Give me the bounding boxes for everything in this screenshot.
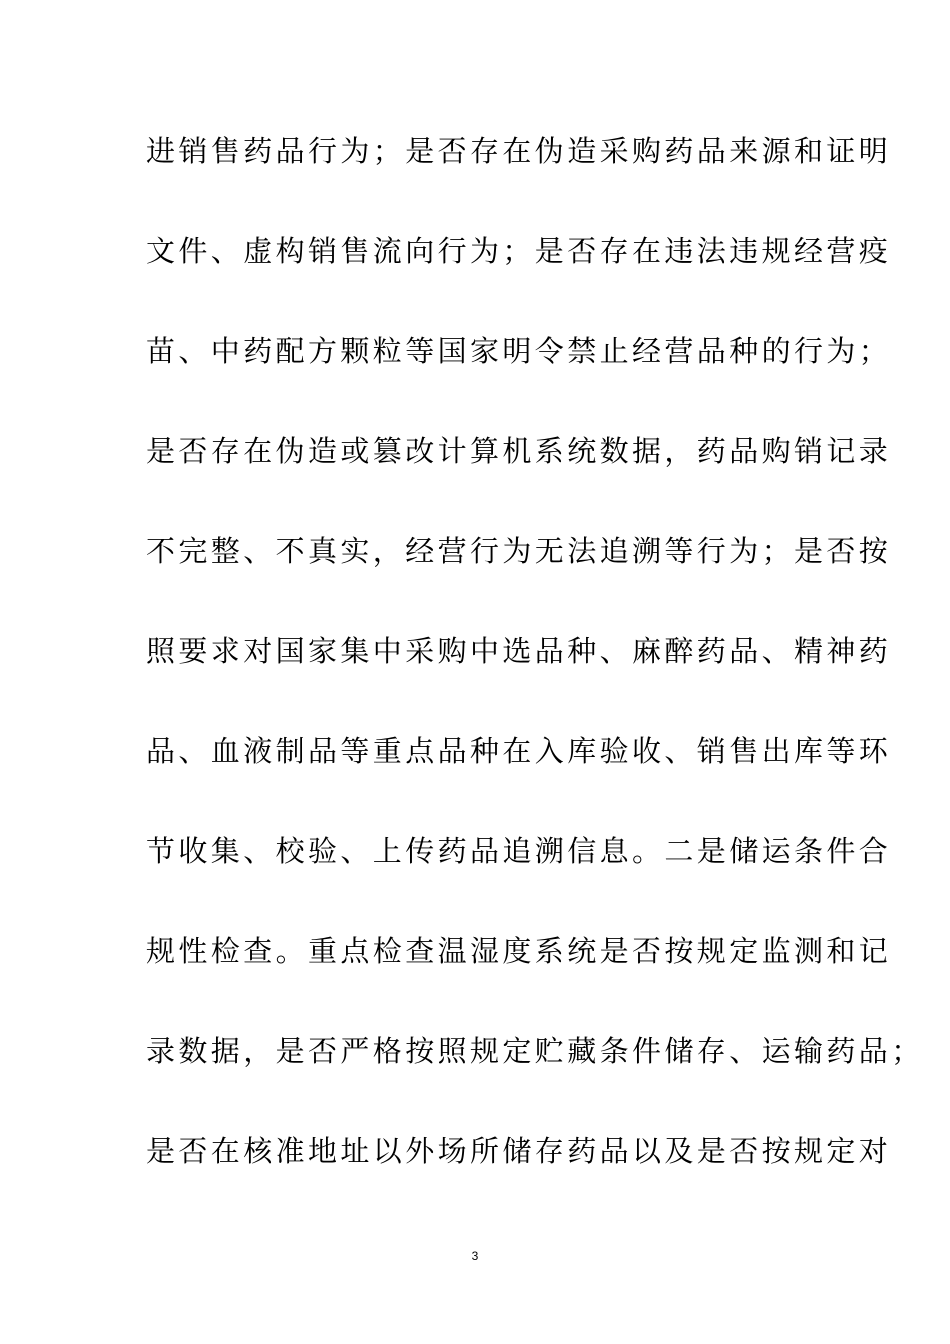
text-line: 是否存在伪造或篡改计算机系统数据，药品购销记录 [146, 434, 892, 468]
text-line: 不完整、不真实，经营行为无法追溯等行为；是否按 [146, 534, 892, 568]
text-line: 是否在核准地址以外场所储存药品以及是否按规定对 [146, 1134, 892, 1168]
text-line: 文件、虚构销售流向行为；是否存在违法违规经营疫 [146, 234, 892, 268]
text-line: 进销售药品行为；是否存在伪造采购药品来源和证明 [146, 134, 892, 168]
text-line: 规性检查。重点检查温湿度系统是否按规定监测和记 [146, 934, 892, 968]
body-text [146, 126, 924, 1226]
text-line: 品、血液制品等重点品种在入库验收、销售出库等环 [146, 734, 892, 768]
text-line: 苗、中药配方颗粒等国家明令禁止经营品种的行为； [146, 334, 892, 368]
page-number: 3 [471, 1249, 479, 1263]
text-line: 录数据，是否严格按照规定贮藏条件储存、运输药品； [146, 1034, 924, 1068]
text-line: 照要求对国家集中采购中选品种、麻醉药品、精神药 [146, 634, 892, 668]
text-line: 节收集、校验、上传药品追溯信息。二是储运条件合 [146, 834, 892, 868]
